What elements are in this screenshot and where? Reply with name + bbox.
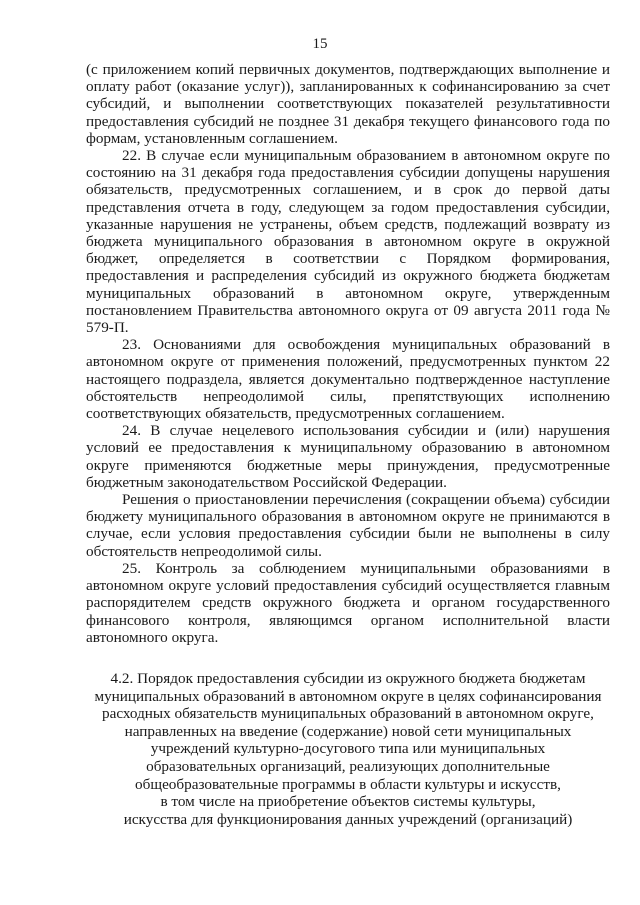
paragraph-22: 22. В случае если муниципальным образованием в автономном округе по состоянию на 31 декабря года предоставления субсидии допущены нарушения обязательств, предусмотренных соглашением, и в срок до первой даты представления отчета в году, следующем за годом предоставления субсидии, указанные нарушения не устранены, объем средств, подлежащий возврату из бюджета муниципального образования в автономном округе в окружной бюджет, определяется в соответствии с Порядком формирования, предоставления и распределения субсидий из окружного бюджета бюджетам муниципальных образований в автономном округе, утвержденным постановлением Правительства автономного округа от 09 августа 2011 года № 579-П. — [86, 147, 610, 337]
paragraph-25: 25. Контроль за соблюдением муниципальными образованиями в автономном округе условий предоставления субсидий осуществляется главным распорядителем средств окружного бюджета и органом государственного финансового контроля, являющимся органом исполнительной власти автономного округа. — [86, 559, 610, 646]
paragraph-continuation: (с приложением копий первичных документов, подтверждающих выполнение и оплату работ (оказание услуг)), запланированных к софинансированию за счет субсидий, и выполнении соответствующих показателей результативности предоставления субсидий не позднее 31 декабря текущего финансового года по формам, установленным соглашением. — [86, 61, 610, 147]
heading-line: общеобразовательные программы в области культуры и искусств, — [135, 775, 561, 793]
heading-line: направленных на введение (содержание) новой сети муниципальных — [124, 722, 572, 740]
heading-line: 4.2. Порядок предоставления субсидии из окружного бюджета бюджетам — [110, 670, 586, 687]
heading-line: образовательных организаций, реализующих дополнительные — [146, 757, 550, 775]
heading-line: в том числе на приобретение объектов системы культуры, — [160, 793, 536, 811]
paragraph-24: 24. В случае нецелевого использования субсидии и (или) нарушения условий ее предоставления к муниципальному образованию в автономном округе применяются бюджетные меры принуждения, предусмотренные бюджетным законодательством Российской Федерации. — [86, 422, 610, 491]
heading-line: расходных обязательств муниципальных образований в автономном округе, — [102, 705, 594, 723]
document-body — [86, 61, 610, 646]
page-number: 15 — [312, 36, 328, 52]
heading-line: искусства для функционирования данных учреждений (организаций) — [123, 810, 573, 828]
section-heading-4-2 — [86, 670, 610, 828]
paragraph-23: 23. Основаниями для освобождения муниципальных образований в автономном округе от применения положений, предусмотренных пунктом 22 настоящего подраздела, является документально подтвержденное наступление обстоятельств непреодолимой силы, препятствующих исполнению соответствующих обязательств, предусмотренных соглашением. — [86, 336, 610, 423]
heading-line: учреждений культурно-досугового типа или муниципальных — [150, 740, 546, 758]
paragraph-suspension-decisions: Решения о приостановлении перечисления (сокращении объема) субсидии бюджету муниципального образования в автономном округе не принимаются в случае, если условия предоставления субсидии были не выполнены в силу обстоятельств непреодолимой силы. — [86, 491, 610, 560]
heading-line: муниципальных образований в автономном округе в целях софинансирования — [94, 687, 602, 705]
